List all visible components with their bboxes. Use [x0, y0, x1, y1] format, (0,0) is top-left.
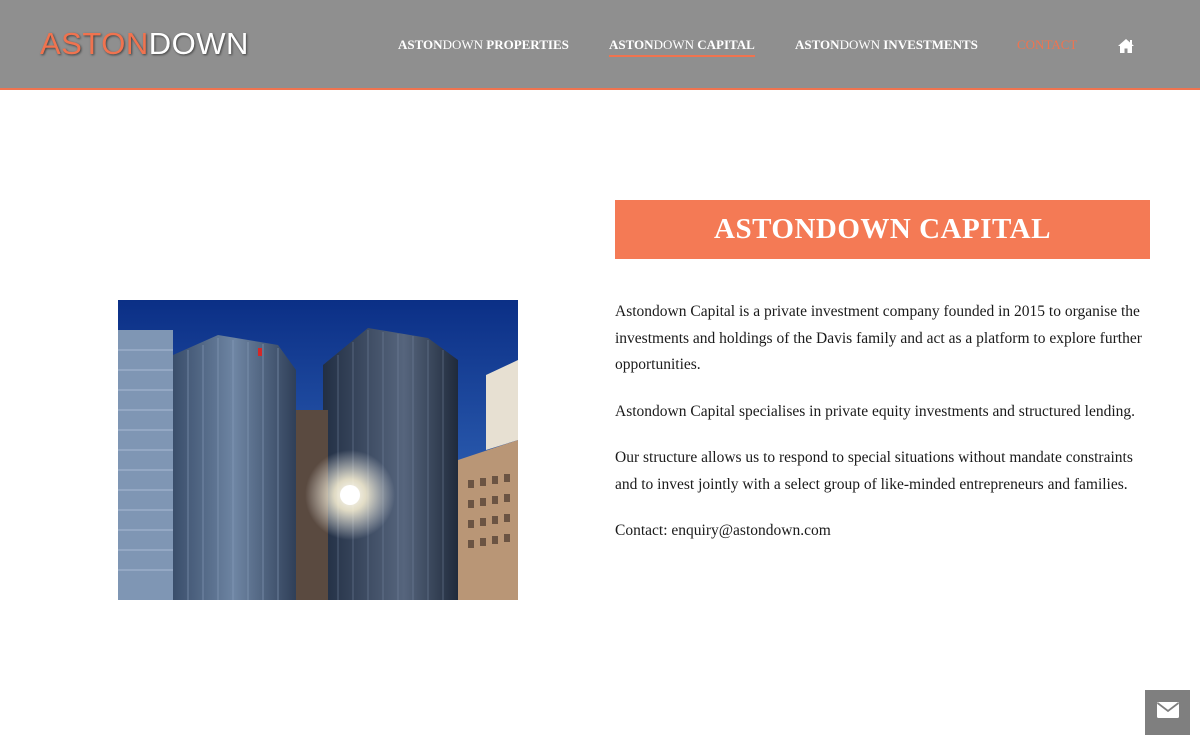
home-icon[interactable]	[1117, 38, 1135, 54]
nav-link-astondown-investments[interactable]	[795, 37, 978, 53]
contact-fab-button[interactable]	[1145, 690, 1190, 735]
about-content	[615, 299, 1155, 565]
nav-link-label-thin: DOWN	[839, 37, 880, 52]
nav-link-label-bold: ASTON	[795, 37, 840, 52]
top-navbar	[0, 0, 1200, 90]
nav-link-astondown-properties[interactable]	[398, 37, 569, 53]
contact-line	[615, 518, 1155, 545]
nav-link-astondown-capital[interactable]	[609, 37, 755, 53]
envelope-icon	[1157, 702, 1179, 723]
nav-link-label-bold-suffix: PROPERTIES	[483, 37, 569, 52]
office-towers-photo	[118, 300, 518, 600]
page-title: ASTONDOWN CAPITAL	[714, 213, 1051, 245]
nav-link-label-thin: DOWN	[653, 37, 694, 52]
about-paragraph-1: Astondown Capital is a private investment company founded in 2015 to organise the investments and holdings of the Davis family and act as a platform to explore further opportunities.	[615, 303, 1142, 373]
nav-link-label-bold: ASTON	[398, 37, 443, 52]
astondown-logo[interactable]	[40, 26, 249, 62]
nav-link-label-bold-suffix: INVESTMENTS	[880, 37, 978, 52]
nav-link-label-bold-suffix: CAPITAL	[694, 37, 755, 52]
contact-label: Contact:	[615, 522, 672, 539]
nav-link-label-bold: ASTON	[609, 37, 654, 52]
about-paragraph-3: Our structure allows us to respond to special situations without mandate constraints and to invest jointly with a select group of like-minded entrepreneurs and families.	[615, 449, 1133, 493]
nav-link-label-thin: DOWN	[442, 37, 483, 52]
section-title-banner	[615, 200, 1150, 259]
contact-email-link[interactable]: enquiry@astondown.com	[671, 522, 831, 539]
about-paragraph-2: Astondown Capital specialises in private equity investments and structured lending.	[615, 402, 1136, 420]
logo-part-aston: ASTON	[40, 26, 149, 61]
logo-part-down: DOWN	[148, 26, 249, 61]
nav-link-contact[interactable]: CONTACT	[1017, 37, 1078, 52]
